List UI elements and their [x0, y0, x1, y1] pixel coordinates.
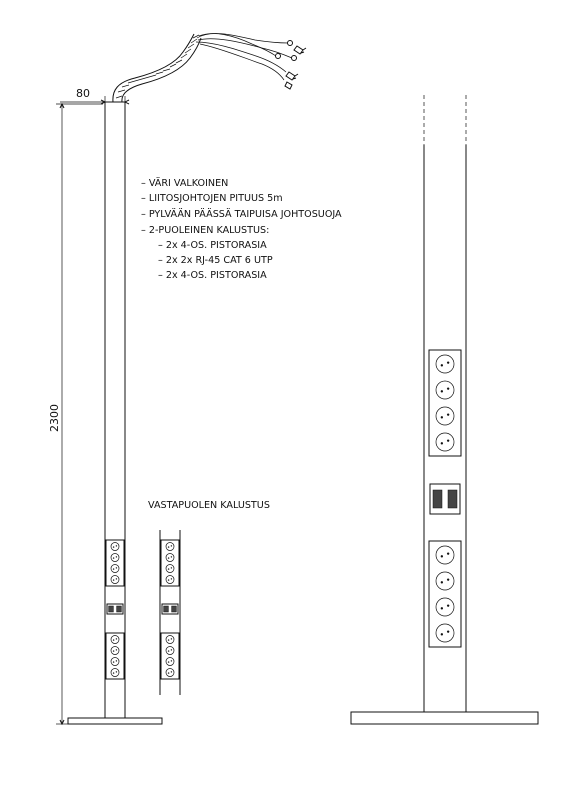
spec-line: – 2-PUOLEINEN KALUSTUS: [141, 225, 270, 236]
power-plug-icon [285, 82, 292, 89]
column-right-fittings [429, 350, 461, 647]
dimension-width [60, 87, 129, 104]
flexible-cable-guard [113, 34, 201, 102]
cable-plug-icon [288, 41, 293, 46]
column-left-view [48, 34, 306, 724]
rj45-port-icon [109, 606, 114, 612]
power-socket-icon [111, 669, 119, 677]
power-plug-icon [294, 46, 306, 54]
specification-notes [141, 176, 342, 281]
spec-line: – LIITOSJOHTOJEN PITUUS 5m [141, 193, 283, 204]
power-socket-icon [166, 576, 174, 584]
power-socket-icon [436, 624, 454, 642]
power-socket-icon [166, 658, 174, 666]
power-socket-icon [166, 647, 174, 655]
data-port-module [107, 604, 123, 614]
opposite-side-strip [160, 530, 180, 695]
rj45-port-icon [448, 490, 457, 508]
power-socket-icon [111, 658, 119, 666]
spec-line: – PYLVÄÄN PÄÄSSÄ TAIPUISA JOHTOSUOJA [141, 209, 342, 220]
rj45-port-icon [433, 490, 442, 508]
power-socket-icon [111, 543, 119, 551]
power-socket-icon [111, 554, 119, 562]
power-socket-icon [111, 636, 119, 644]
power-socket-icon [166, 543, 174, 551]
opposite-side-label: VASTAPUOLEN KALUSTUS [148, 500, 270, 511]
power-socket-icon [436, 598, 454, 616]
column-left-fittings [106, 540, 124, 679]
column-left-body [105, 102, 125, 718]
spec-subline: – 2x 4-OS. PISTORASIA [158, 240, 267, 251]
dimension-height-label: 2300 [48, 404, 61, 432]
power-socket-icon [166, 669, 174, 677]
power-socket-icon [436, 381, 454, 399]
power-socket-icon [436, 546, 454, 564]
opposite-side-fittings [161, 540, 179, 679]
socket-group [161, 633, 179, 679]
power-socket-icon [166, 565, 174, 573]
rj45-port-icon [117, 606, 122, 612]
socket-group [106, 540, 124, 586]
power-socket-icon [111, 576, 119, 584]
column-left-base [68, 718, 162, 724]
rj45-port-icon [164, 606, 169, 612]
power-socket-icon [436, 355, 454, 373]
socket-group [429, 541, 461, 647]
spec-subline: – 2x 4-OS. PISTORASIA [158, 270, 267, 281]
socket-group [161, 540, 179, 586]
power-socket-icon [111, 565, 119, 573]
dimension-width-label: 80 [76, 87, 90, 100]
data-port-module [162, 604, 178, 614]
power-socket-icon [111, 647, 119, 655]
socket-group [429, 350, 461, 456]
power-socket-icon [436, 572, 454, 590]
spec-line: – VÄRI VALKOINEN [141, 178, 229, 189]
power-socket-icon [166, 636, 174, 644]
power-plug-icon [286, 72, 298, 80]
spec-subline: – 2x 2x RJ-45 CAT 6 UTP [158, 255, 273, 266]
cable-plug-icon [276, 54, 281, 59]
socket-group [106, 633, 124, 679]
column-right-base [351, 712, 538, 724]
power-socket-icon [436, 407, 454, 425]
power-socket-icon [436, 433, 454, 451]
rj45-port-icon [172, 606, 177, 612]
column-right-view [351, 95, 538, 724]
dimension-height [48, 104, 103, 724]
cable-bundle [196, 34, 306, 89]
cable-plug-icon [292, 56, 297, 61]
power-socket-icon [166, 554, 174, 562]
data-port-module [430, 484, 460, 514]
